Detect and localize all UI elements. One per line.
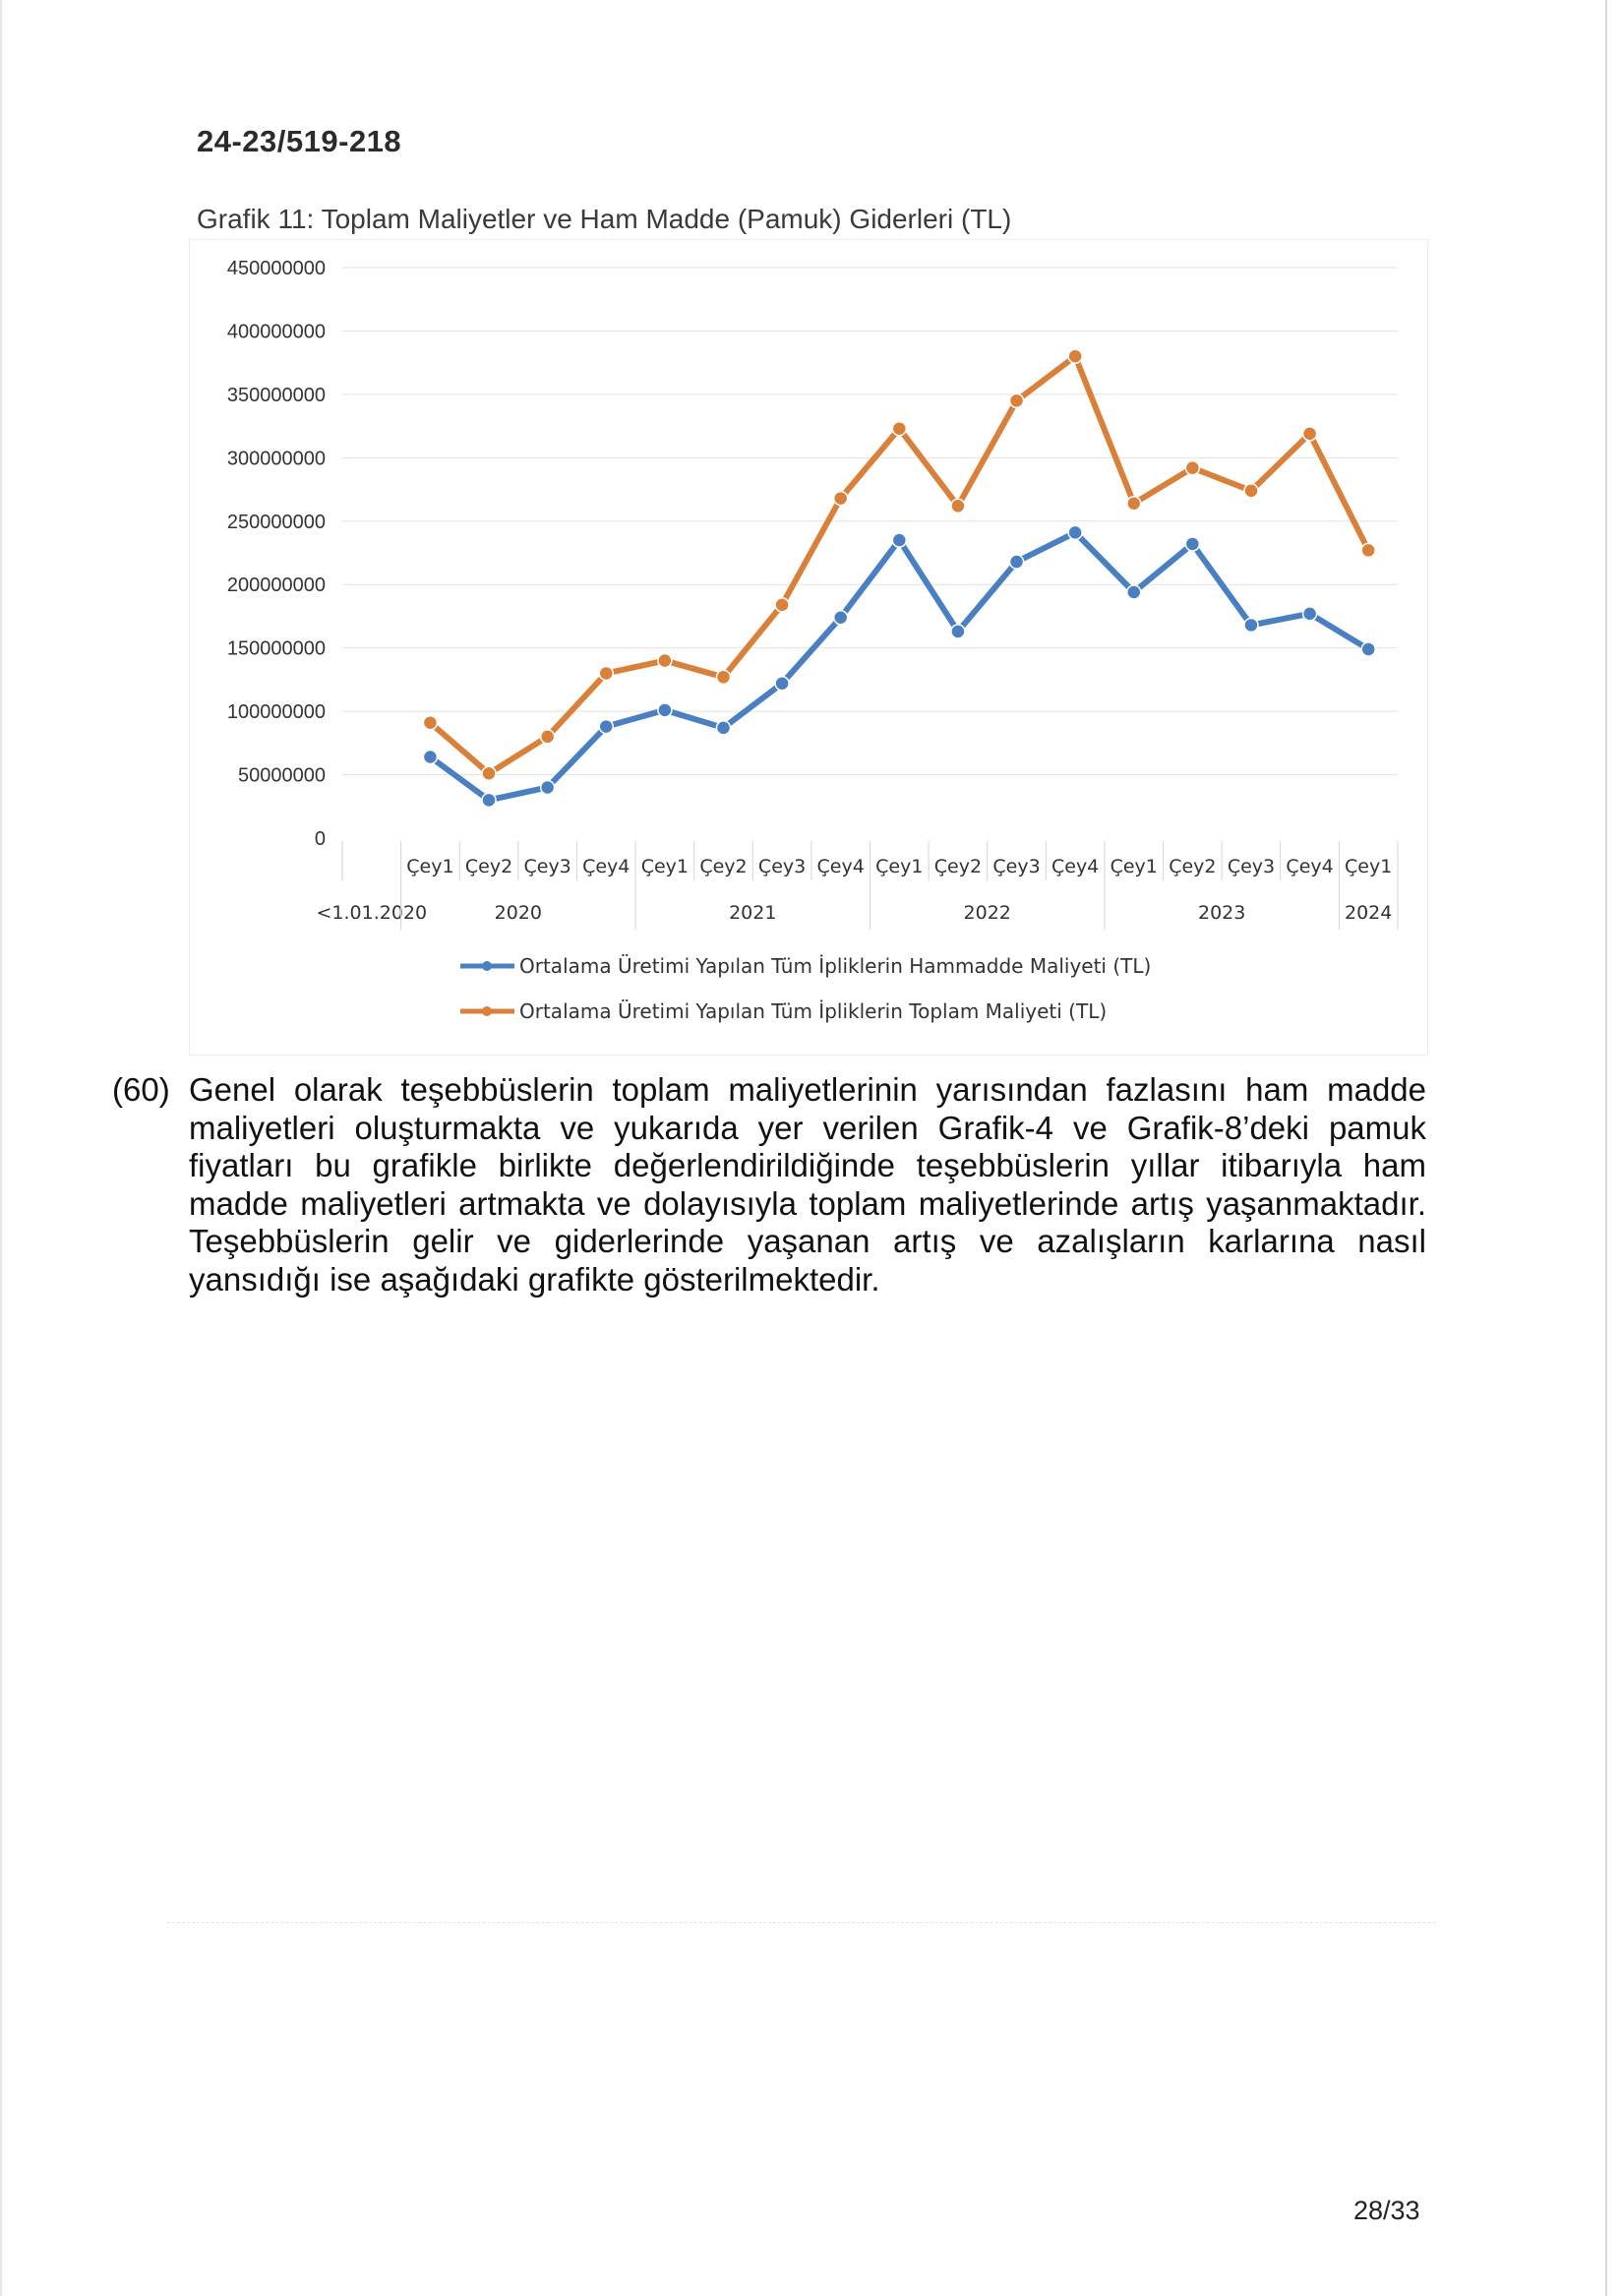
chart-series	[423, 349, 1375, 807]
x-category-label: Çey4	[582, 856, 630, 877]
document-reference: 24-23/519-218	[197, 124, 402, 158]
x-year-label: 2023	[1197, 902, 1246, 924]
data-point	[1303, 607, 1317, 621]
data-point	[1244, 484, 1258, 498]
data-point	[951, 499, 965, 513]
chart-legend	[460, 954, 1151, 1023]
x-category-label: Çey1	[875, 856, 924, 877]
data-point	[1010, 555, 1024, 569]
data-point	[1010, 393, 1024, 407]
data-point	[541, 780, 555, 794]
chart-canvas	[190, 240, 1429, 1057]
legend-label: Ortalama Üretimi Yapılan Tüm İpliklerin Toplam Maliyeti (TL)	[519, 999, 1108, 1023]
x-category-label: Çey4	[1286, 856, 1334, 877]
data-point	[1068, 525, 1082, 539]
paragraph-text: Genel olarak teşebbüslerin toplam maliyetlerinin yarısından fazlasını ham madde maliyetleri oluşturmakta ve yukarıda yer verilen Grafik-4 ve Grafik-8’deki pamuk fiyatları bu grafikle birlikte değerlendirildiğinde teşebbüslerin yıllar itibarıyla ham madde maliyetleri artmakta ve dolayısıyla toplam maliyetlerinde artış yaşanmaktadır. Teşebbüslerin gelir ve giderlerinde yaşanan artış ve azalışların karlarına nasıl yansıdığı ise aşağıdaki grafikte gösterilmektedir.	[189, 1071, 1426, 1298]
data-point	[482, 793, 496, 807]
y-tick-label: 0	[314, 828, 326, 850]
data-point	[1361, 543, 1375, 557]
divider	[167, 1922, 1436, 1923]
x-category-label: Çey3	[523, 856, 571, 877]
data-point	[716, 721, 730, 735]
line-chart	[189, 239, 1428, 1056]
y-tick-label: 350000000	[226, 384, 326, 406]
x-category-label: Çey4	[816, 856, 865, 877]
data-point	[599, 720, 613, 734]
x-category-label: Çey1	[406, 856, 454, 877]
data-point	[658, 703, 672, 717]
y-tick-label: 50000000	[238, 764, 326, 787]
data-point	[716, 670, 730, 684]
legend-marker	[482, 961, 492, 971]
x-category-label: Çey1	[1110, 856, 1158, 877]
data-point	[658, 654, 672, 668]
x-year-label: 2022	[963, 902, 1011, 924]
data-point	[1185, 537, 1199, 551]
data-point	[1068, 349, 1082, 363]
data-point	[1185, 461, 1199, 475]
data-point	[1303, 427, 1317, 441]
x-category-label: Çey4	[1051, 856, 1100, 877]
data-point	[834, 611, 848, 625]
data-point	[892, 533, 906, 547]
data-point	[1127, 585, 1141, 599]
data-point	[1244, 618, 1258, 632]
y-tick-label: 450000000	[226, 258, 326, 279]
x-category-label: Çey2	[699, 856, 748, 877]
data-point	[1127, 497, 1141, 511]
x-year-label: <1.01.2020	[316, 902, 428, 924]
y-tick-label: 250000000	[226, 511, 326, 533]
data-point	[599, 666, 613, 680]
x-category-label: Çey1	[1345, 856, 1393, 877]
chart-gridlines	[342, 268, 1398, 775]
x-axis	[316, 841, 1398, 930]
data-point	[423, 716, 437, 730]
y-tick-label: 100000000	[226, 701, 326, 724]
x-year-label: 2024	[1345, 902, 1393, 924]
legend-marker	[482, 1006, 492, 1016]
legend-label: Ortalama Üretimi Yapılan Tüm İpliklerin Hammadde Maliyeti (TL)	[519, 954, 1152, 978]
data-point	[423, 751, 437, 764]
y-tick-label: 300000000	[226, 448, 326, 470]
page-number: 28/33	[1353, 2196, 1420, 2225]
y-tick-label: 200000000	[226, 574, 326, 597]
x-year-label: 2020	[494, 902, 543, 924]
y-tick-label: 150000000	[226, 637, 326, 660]
x-year-label: 2021	[729, 902, 777, 924]
x-category-label: Çey1	[640, 856, 690, 877]
chart-caption: Grafik 11: Toplam Maliyetler ve Ham Madde (Pamuk) Giderleri (TL)	[197, 204, 1012, 234]
data-point	[482, 766, 496, 780]
data-point	[775, 677, 789, 691]
data-point	[1361, 642, 1375, 656]
x-category-label: Çey3	[992, 856, 1041, 877]
x-category-label: Çey2	[464, 856, 513, 877]
data-point	[951, 625, 965, 638]
y-axis-ticks	[227, 258, 326, 850]
data-point	[892, 422, 906, 436]
y-tick-label: 400000000	[226, 321, 326, 343]
x-category-label: Çey3	[757, 856, 807, 877]
paragraph-number: (60)	[112, 1071, 170, 1108]
x-category-label: Çey2	[1169, 856, 1217, 877]
series-line	[430, 532, 1368, 800]
data-point	[834, 492, 848, 506]
x-category-label: Çey2	[933, 856, 983, 877]
data-point	[541, 730, 555, 744]
data-point	[775, 598, 789, 612]
x-category-label: Çey3	[1227, 856, 1276, 877]
